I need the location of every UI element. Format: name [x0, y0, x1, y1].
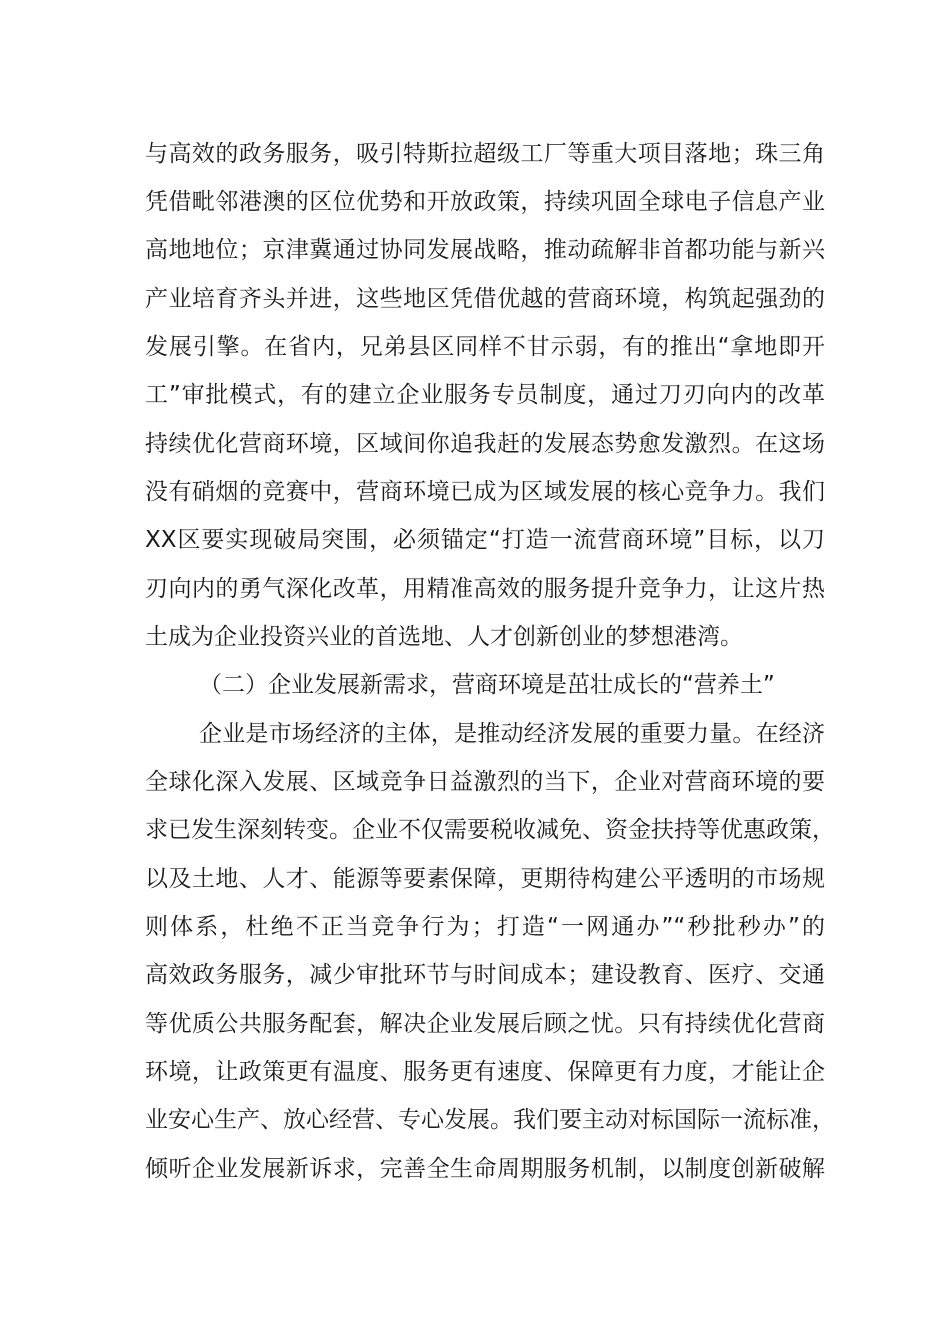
paragraph-line: 土成为企业投资兴业的首选地、人才创新创业的梦想港湾。 [145, 624, 743, 650]
paragraph-line: 全球化深入发展、区域竞争日益激烈的当下，企业对营商环境的要 [145, 769, 825, 795]
paragraph-line: 持续优化营商环境，区域间你追我赶的发展态势愈发激烈。在这场 [145, 431, 825, 457]
paragraph-line: 以及土地、人才、能源等要素保障，更期待构建公平透明的市场规 [145, 866, 825, 892]
paragraph-line: 与高效的政务服务，吸引特斯拉超级工厂等重大项目落地；珠三角 [145, 141, 825, 167]
paragraph-line: XX区要实现破局突围，必须锚定“打造一流营商环境”目标，以刀 [145, 527, 825, 553]
paragraph-line: 工”审批模式，有的建立企业服务专员制度，通过刀刃向内的改革 [145, 382, 825, 408]
paragraph-line: 业安心生产、放心经营、专心发展。我们要主动对标国际一流标准， [145, 1107, 835, 1133]
section-heading: （二）企业发展新需求，营商环境是茁壮成长的“营养土” [199, 672, 775, 698]
paragraph-line: 环境，让政策更有温度、服务更有速度、保障更有力度，才能让企 [145, 1059, 825, 1085]
paragraph-line: 则体系，杜绝不正当竞争行为；打造“一网通办”“秒批秒办”的 [145, 914, 825, 940]
paragraph-line: 凭借毗邻港澳的区位优势和开放政策，持续巩固全球电子信息产业 [145, 189, 825, 215]
paragraph-line: 没有硝烟的竞赛中，营商环境已成为区域发展的核心竞争力。我们 [145, 479, 825, 505]
paragraph-line: 求已发生深刻转变。企业不仅需要税收减免、资金扶持等优惠政策， [145, 817, 835, 843]
paragraph-line: 发展引擎。在省内，兄弟县区同样不甘示弱，有的推出“拿地即开 [145, 334, 825, 360]
paragraph-line: 企业是市场经济的主体，是推动经济发展的重要力量。在经济 [199, 721, 825, 747]
paragraph-line: 倾听企业发展新诉求，完善全生命周期服务机制，以制度创新破解 [145, 1156, 825, 1182]
paragraph-line: 高地地位；京津冀通过协同发展战略，推动疏解非首都功能与新兴 [145, 237, 825, 263]
paragraph-line: 刃向内的勇气深化改革，用精准高效的服务提升竞争力，让这片热 [145, 576, 825, 602]
paragraph-line: 产业培育齐头并进，这些地区凭借优越的营商环境，构筑起强劲的 [145, 286, 825, 312]
paragraph-line: 等优质公共服务配套，解决企业发展后顾之忧。只有持续优化营商 [145, 1011, 825, 1037]
paragraph-line: 高效政务服务，减少审批环节与时间成本；建设教育、医疗、交通 [145, 962, 825, 988]
